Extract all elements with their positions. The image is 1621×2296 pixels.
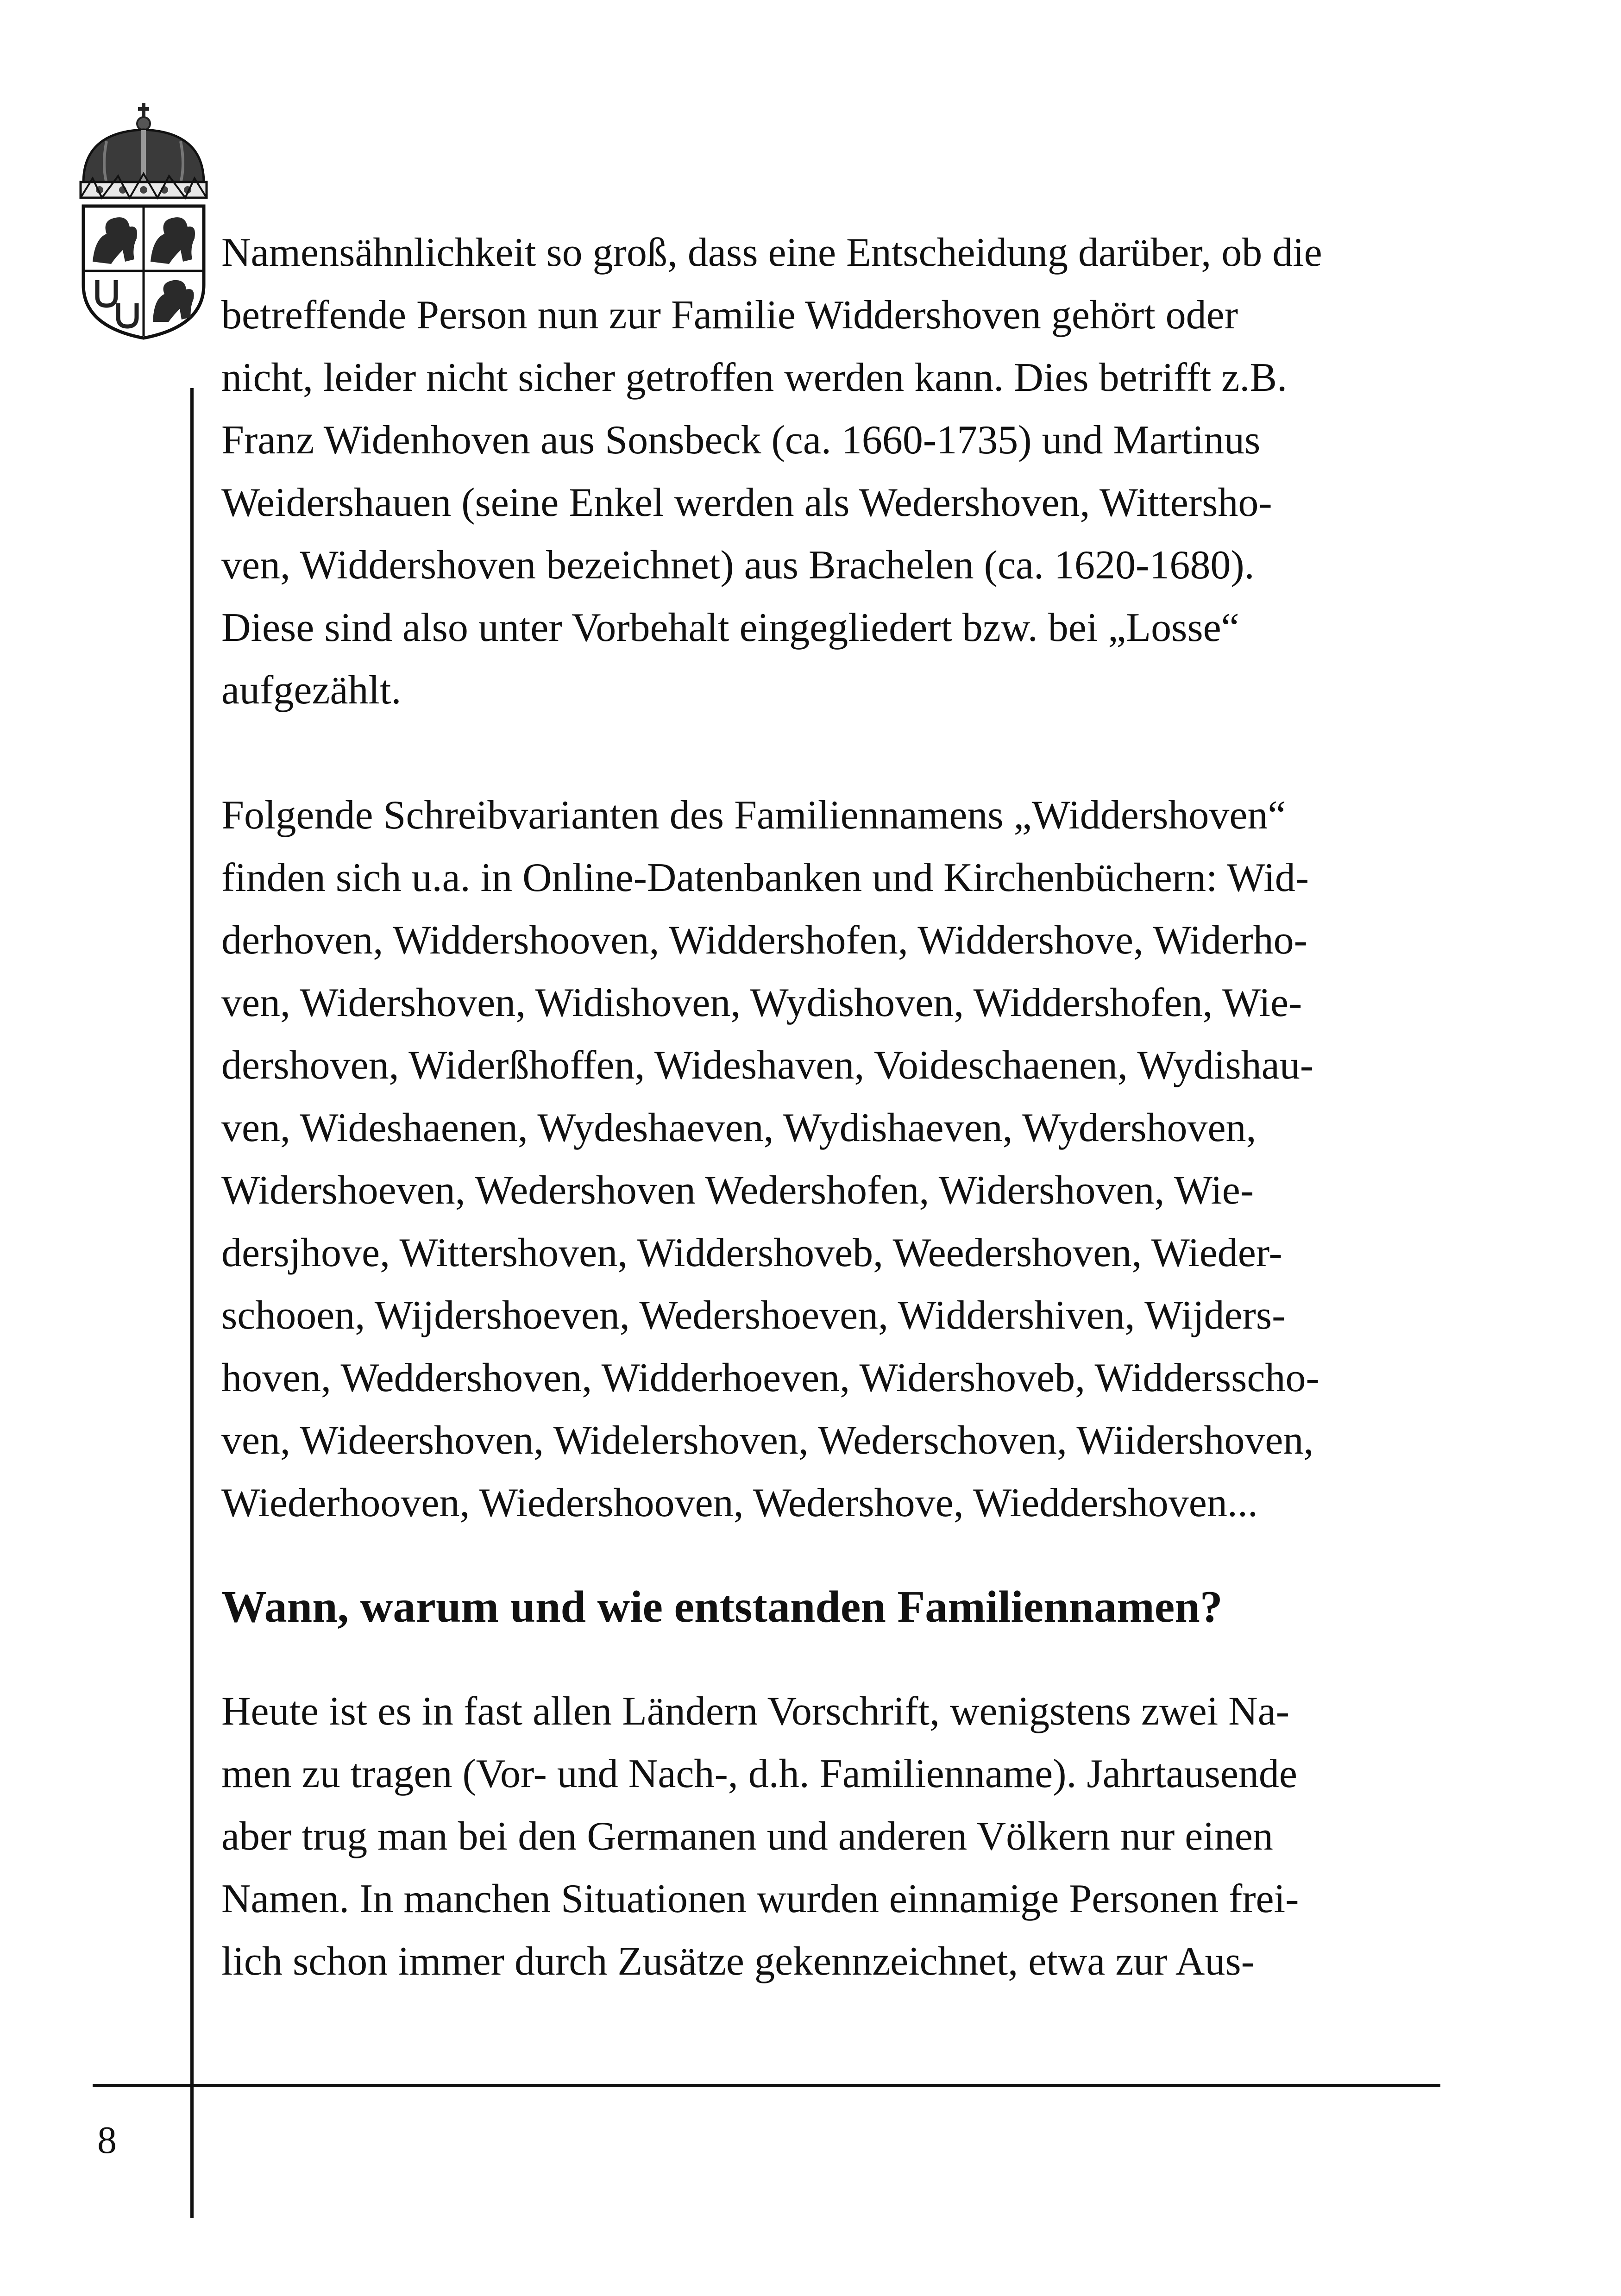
text-line: Wiederhooven, Wiedershooven, Wedershove, Wieddershoven...	[221, 1480, 1258, 1525]
text-line: derhoven, Widdershooven, Widdershofen, Widdershove, Widerho-	[221, 918, 1307, 963]
page-number: 8	[97, 2119, 117, 2162]
text-line: lich schon immer durch Zusätze gekennzeichnet, etwa zur Aus-	[221, 1939, 1255, 1984]
text-line: ven, Widdershoven bezeichnet) aus Brachelen (ca. 1620-1680).	[221, 543, 1255, 588]
paragraph	[221, 1680, 1444, 1993]
text-line: Widershoeven, Wedershoven Wedershofen, Widershoven, Wie-	[221, 1168, 1254, 1213]
text-line: Namensähnlichkeit so groß, dass eine Entscheidung darüber, ob die	[221, 230, 1322, 275]
text-line: men zu tragen (Vor- und Nach-, d.h. Familienname). Jahrtausende	[221, 1751, 1297, 1796]
text-line: nicht, leider nicht sicher getroffen werden kann. Dies betrifft z.B.	[221, 355, 1288, 400]
text-line: aber trug man bei den Germanen und anderen Völkern nur einen	[221, 1814, 1273, 1859]
text-line: Heute ist es in fast allen Ländern Vorschrift, wenigstens zwei Na-	[221, 1689, 1290, 1734]
text-line: Weidershauen (seine Enkel werden als Wedershoven, Wittersho-	[221, 480, 1272, 525]
text-line: aufgezählt.	[221, 668, 402, 713]
paragraph	[221, 221, 1444, 721]
text-line: Namen. In manchen Situationen wurden einnamige Personen frei-	[221, 1876, 1299, 1921]
body-text	[221, 221, 1444, 1993]
text-line: ven, Wideshaenen, Wydeshaeven, Wydishaeven, Wydershoven,	[221, 1105, 1257, 1150]
text-line: ven, Widershoven, Widishoven, Wydishoven, Widdershofen, Wie-	[221, 980, 1302, 1025]
text-line: schooen, Wijdershoeven, Wedershoeven, Widdershiven, Wijders-	[221, 1293, 1286, 1338]
margin-vertical-rule	[190, 388, 194, 2218]
text-line: finden sich u.a. in Online-Datenbanken und Kirchenbüchern: Wid-	[221, 855, 1309, 900]
text-line: Folgende Schreibvarianten des Familiennamens „Widdershoven“	[221, 793, 1286, 838]
section-heading: Wann, warum und wie entstanden Familiennamen?	[221, 1582, 1223, 1632]
footer-horizontal-rule	[93, 2084, 1440, 2087]
text-line: Diese sind also unter Vorbehalt eingegliedert bzw. bei „Losse“	[221, 605, 1239, 650]
text-line: betreffende Person nun zur Familie Widdershoven gehört oder	[221, 293, 1238, 338]
text-line: hoven, Weddershoven, Widderhoeven, Widershoveb, Widdersscho-	[221, 1355, 1319, 1400]
text-line: dersjhove, Wittershoven, Widdershoveb, Weedershoven, Wieder-	[221, 1230, 1282, 1275]
text-line: ven, Wideershoven, Widelershoven, Wederschoven, Wiidershoven,	[221, 1418, 1314, 1463]
text-line: dershoven, Widerßhoffen, Wideshaven, Voideschaenen, Wydishau-	[221, 1043, 1314, 1088]
text-line: Franz Widenhoven aus Sonsbeck (ca. 1660-1735) und Martinus	[221, 418, 1261, 463]
paragraph	[221, 784, 1444, 1534]
coat-of-arms-icon	[74, 100, 213, 340]
